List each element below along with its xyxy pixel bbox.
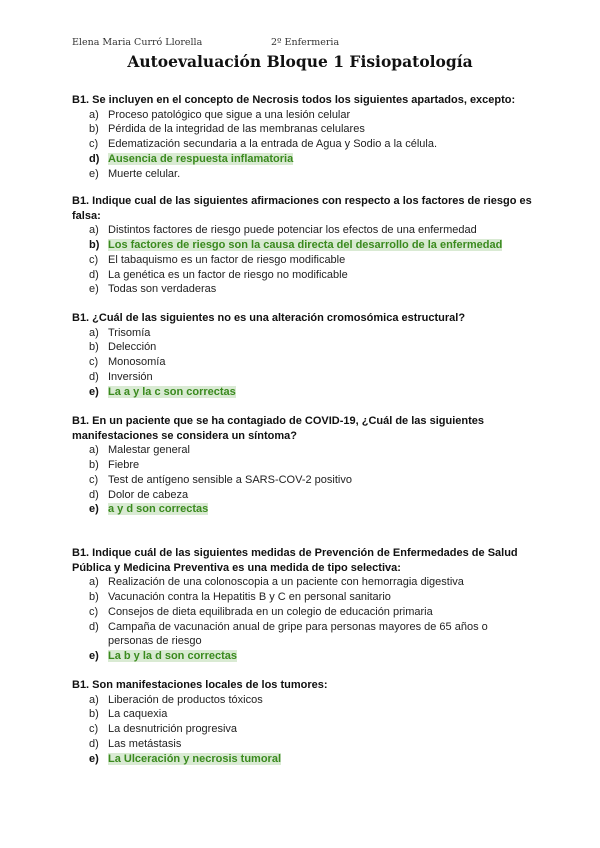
option-letter: a)	[89, 693, 99, 706]
option-letter: b)	[89, 123, 99, 136]
answer-option	[72, 108, 532, 123]
correct-option	[72, 752, 532, 767]
question-block	[72, 93, 532, 181]
option-text: Fiebre	[108, 459, 140, 472]
answer-option	[72, 620, 532, 649]
answer-option	[72, 137, 532, 152]
answer-option	[72, 370, 532, 385]
option-text: Monosomía	[108, 356, 166, 369]
option-letter: d)	[89, 488, 99, 501]
question-text: B1. Son manifestaciones locales de los tumores:	[72, 679, 328, 691]
option-text: Realización de una colonoscopia a un paciente con hemorragia digestiva	[108, 576, 464, 589]
option-text: Liberación de productos tóxicos	[108, 693, 263, 706]
option-letter: d)	[89, 370, 99, 383]
option-letter: d)	[89, 620, 99, 633]
option-text: Inversión	[108, 370, 153, 383]
question-text: B1. En un paciente que se ha contagiado de COVID-19, ¿Cuál de las siguientes manifestaciones se considera un síntoma?	[72, 415, 484, 442]
option-text: Trisomía	[108, 326, 151, 339]
option-text: Campaña de vacunación anual de gripe para personas mayores de 65 años o personas de riesgo	[108, 620, 488, 648]
option-letter: a)	[89, 224, 99, 237]
option-text: Test de antígeno sensible a SARS-COV-2 positivo	[108, 473, 352, 486]
answer-option	[72, 458, 532, 473]
correct-option	[72, 238, 532, 253]
option-text: Vacunación contra la Hepatitis B y C en personal sanitario	[108, 591, 391, 604]
option-text: La b y la d son correctas	[108, 649, 237, 662]
option-letter: c)	[89, 605, 99, 618]
option-letter: b)	[89, 708, 99, 721]
answer-option	[72, 488, 532, 503]
option-letter: c)	[89, 138, 99, 151]
option-letter: c)	[89, 723, 99, 736]
question-text: B1. Se incluyen en el concepto de Necrosis todos los siguientes apartados, excepto:	[72, 94, 516, 106]
option-text: Delección	[108, 341, 157, 354]
answer-option	[72, 605, 532, 620]
option-letter: c)	[89, 473, 99, 486]
option-text: Muerte celular.	[108, 167, 181, 180]
correct-option	[72, 649, 532, 664]
answer-option	[72, 575, 532, 590]
correct-option	[72, 502, 532, 517]
question-text: B1. ¿Cuál de las siguientes no es una alteración cromosómica estructural?	[72, 312, 466, 324]
option-text: Dolor de cabeza	[108, 488, 189, 501]
question-text: B1. Indique cual de las siguientes afirmaciones con respecto a los factores de riesgo es falsa:	[72, 195, 532, 222]
question-block	[72, 414, 532, 517]
option-letter: e)	[89, 385, 99, 398]
answer-option	[72, 707, 532, 722]
answer-option	[72, 722, 532, 737]
option-text: La a y la c son correctas	[108, 385, 236, 398]
option-letter: a)	[89, 326, 99, 339]
option-text: a y d son correctas	[108, 503, 209, 516]
correct-option	[72, 152, 532, 167]
option-letter: b)	[89, 239, 100, 252]
answer-option	[72, 282, 532, 297]
option-text: La genética es un factor de riesgo no modificable	[108, 268, 348, 281]
option-text: Consejos de dieta equilibrada en un colegio de educación primaria	[108, 605, 433, 618]
option-letter: c)	[89, 356, 99, 369]
answer-option	[72, 473, 532, 488]
answer-option	[72, 326, 532, 341]
option-letter: e)	[89, 167, 99, 180]
question-text: B1. Indique cuál de las siguientes medidas de Prevención de Enfermedades de Salud Pública y Medicina Preventiva es una medida de tipo selectiva:	[72, 547, 518, 574]
answer-option	[72, 340, 532, 355]
option-text: El tabaquismo es un factor de riesgo modificable	[108, 253, 346, 266]
option-letter: a)	[89, 108, 99, 121]
page-title: Autoevaluación Bloque 1 Fisiopatología	[127, 52, 473, 71]
answer-option	[72, 268, 532, 283]
option-letter: b)	[89, 459, 99, 472]
option-text: Los factores de riesgo son la causa directa del desarrollo de la enfermedad	[108, 239, 503, 252]
option-text: Distintos factores de riesgo puede potenciar los efectos de una enfermedad	[108, 224, 477, 237]
author-name: Elena Maria Curró Llorella	[72, 37, 203, 48]
option-text: Pérdida de la integridad de las membranas celulares	[108, 123, 365, 136]
option-text: La desnutrición progresiva	[108, 723, 238, 736]
option-letter: d)	[89, 737, 99, 750]
option-letter: d)	[89, 268, 99, 281]
answer-option	[72, 693, 532, 708]
option-letter: d)	[89, 152, 100, 165]
option-text: La caquexia	[108, 708, 168, 721]
option-letter: c)	[89, 253, 99, 266]
option-letter: e)	[89, 503, 99, 516]
answer-option	[72, 443, 532, 458]
option-text: Proceso patológico que sigue a una lesión celular	[108, 108, 351, 121]
option-letter: b)	[89, 591, 99, 604]
answer-option	[72, 253, 532, 268]
option-text: Ausencia de respuesta inflamatoria	[108, 152, 294, 165]
course-label: 2º Enfermeria	[271, 37, 340, 48]
option-text: Las metástasis	[108, 737, 182, 750]
answer-option	[72, 737, 532, 752]
answer-option	[72, 167, 532, 182]
option-text: Todas son verdaderas	[108, 283, 217, 296]
answer-option	[72, 122, 532, 137]
option-letter: e)	[89, 649, 99, 662]
question-block	[72, 311, 532, 399]
option-letter: e)	[89, 752, 99, 765]
answer-option	[72, 355, 532, 370]
option-letter: a)	[89, 576, 99, 589]
correct-option	[72, 385, 532, 400]
answer-option	[72, 223, 532, 238]
option-text: Edematización secundaria a la entrada de Agua y Sodio a la célula.	[108, 138, 437, 151]
option-letter: a)	[89, 444, 99, 457]
option-letter: e)	[89, 283, 99, 296]
answer-option	[72, 590, 532, 605]
question-block	[72, 546, 532, 664]
option-text: Malestar general	[108, 444, 190, 457]
option-text: La Ulceración y necrosis tumoral	[108, 752, 282, 765]
question-block	[72, 194, 532, 297]
question-block	[72, 678, 532, 766]
option-letter: b)	[89, 341, 99, 354]
